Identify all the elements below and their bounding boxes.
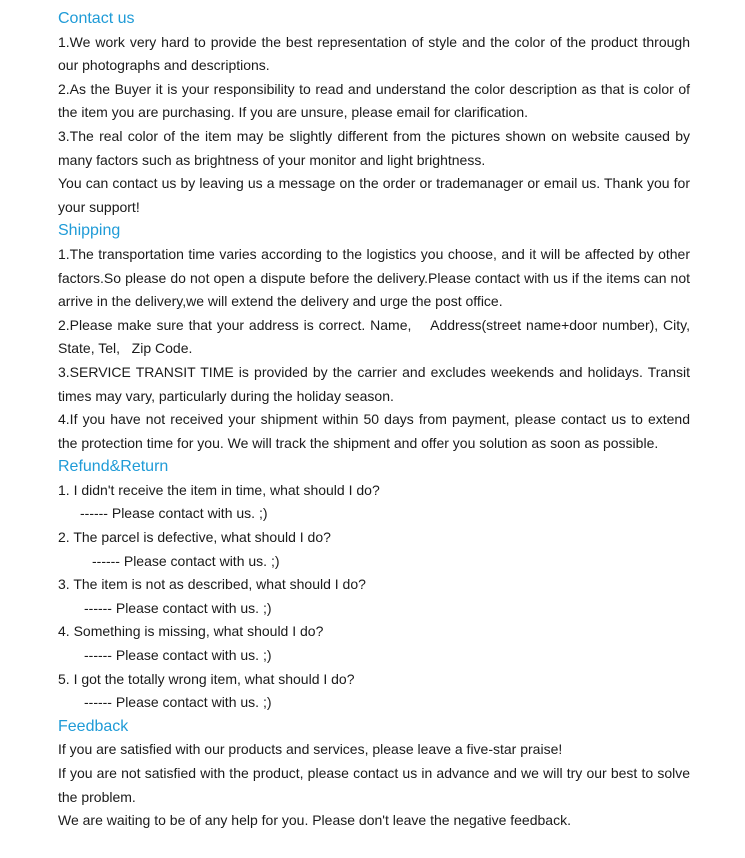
feedback-section — [58, 715, 690, 833]
feedback-item-2: If you are not satisfied with the product, please contact us in advance and we will try our best to solve the problem. — [58, 765, 690, 805]
feedback-heading: Feedback — [58, 717, 129, 735]
contact-item-1: 1.We work very hard to provide the best representation of style and the color of the product through our photographs and descriptions. — [58, 33, 690, 74]
shipping-item-3: 3.SERVICE TRANSIT TIME is provided by the carrier and excludes weekends and holidays. Transit times may vary, particularly during the holiday season. — [58, 363, 690, 404]
refund-question-2: 2. The parcel is defective, what should I do? — [58, 529, 331, 546]
refund-answer-4: ------ Please contact with us. ;) — [84, 647, 272, 664]
refund-question-5: 5. I got the totally wrong item, what should I do? — [58, 670, 355, 687]
shipping-item-2: 2.Please make sure that your address is correct. Name, Address(street name+door number), City, State, Tel, Zip Code. — [58, 316, 694, 357]
refund-answer-3: ------ Please contact with us. ;) — [84, 599, 272, 616]
feedback-item-1: If you are satisfied with our products and services, please leave a five-star praise! — [58, 741, 563, 758]
contact-heading: Contact us — [58, 10, 135, 27]
contact-section — [58, 7, 690, 219]
policy-document — [58, 7, 694, 833]
refund-heading: Refund&Return — [58, 458, 169, 476]
shipping-item-4: 4.If you have not received your shipment within 50 days from payment, please contact us to extend the protection time for you. We will track the shipment and offer you solution as soon as possible. — [58, 411, 690, 451]
refund-section — [58, 455, 690, 715]
refund-answer-2: ------ Please contact with us. ;) — [92, 552, 280, 569]
refund-question-4: 4. Something is missing, what should I do? — [58, 623, 324, 640]
refund-question-3: 3. The item is not as described, what should I do? — [58, 576, 366, 593]
feedback-item-3: We are waiting to be of any help for you. Please don't leave the negative feedback. — [58, 812, 571, 829]
shipping-heading: Shipping — [58, 222, 121, 240]
contact-item-2: 2.As the Buyer it is your responsibility to read and understand the color description as that is color of the item you are purchasing. If you are unsure, please email for clarification. — [58, 80, 690, 121]
refund-answer-5: ------ Please contact with us. ;) — [84, 694, 272, 711]
shipping-item-1: 1.The transportation time varies according to the logistics you choose, and it will be affected by other factors.So please do not open a dispute before the delivery.Please contact with us if the items can not arrive in the delivery,we will extend the delivery and urge the post office. — [58, 245, 690, 310]
refund-answer-1: ------ Please contact with us. ;) — [80, 505, 268, 522]
contact-item-3: 3.The real color of the item may be slightly different from the pictures shown on website caused by many factors such as brightness of your monitor and light brightness. — [58, 127, 690, 168]
contact-item-4: You can contact us by leaving us a message on the order or trademanager or email us. Thank you for your support! — [58, 175, 690, 215]
shipping-section — [58, 219, 694, 455]
refund-question-1: 1. I didn't receive the item in time, what should I do? — [58, 481, 380, 498]
